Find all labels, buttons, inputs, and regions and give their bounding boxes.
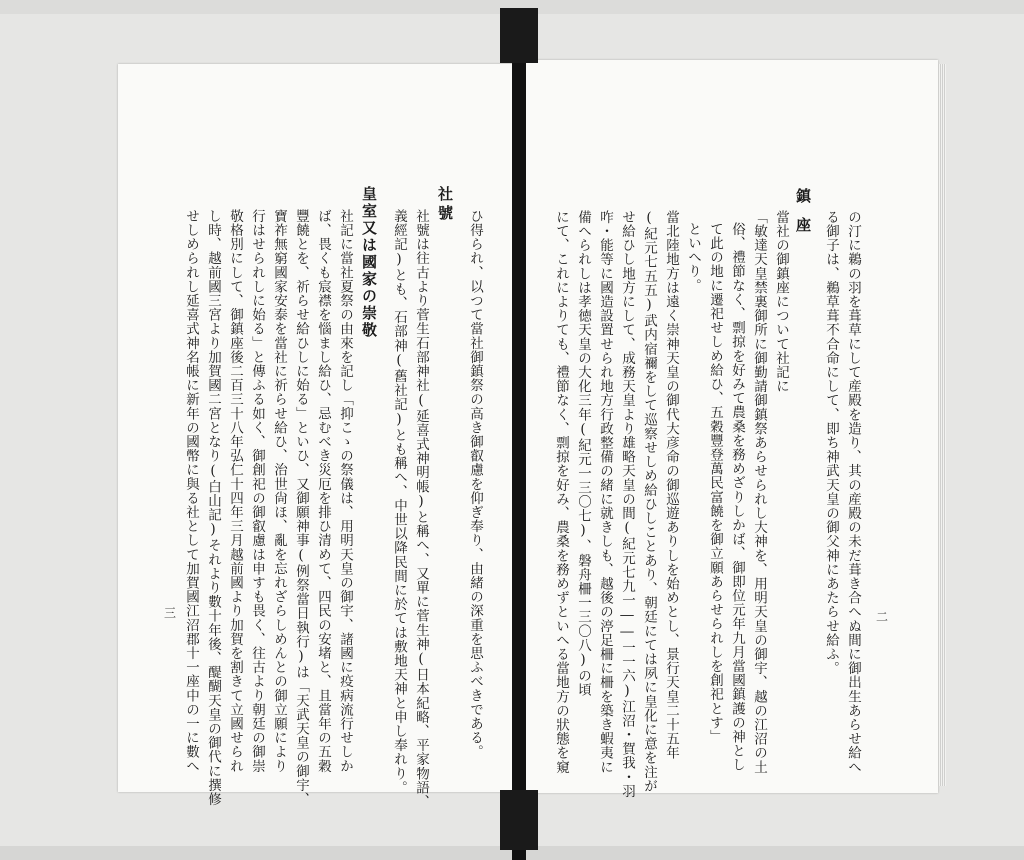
text-line: 行はせられしに始る」と傳ふる如く、御創祀の御叡慮は申すも畏く、往古より朝廷の御崇: [249, 209, 265, 773]
page-stack-edge: [938, 64, 946, 786]
text-line: 俗、禮節なく、剽掠を好みて農桑を務めざりしかば、御即位元年九月當國鎮護の神とし: [729, 222, 745, 772]
page-number: 三: [164, 606, 177, 620]
left-page: [118, 64, 516, 809]
book-spine: [512, 8, 526, 860]
text-line: 社記に當社夏祭の由來を記し「抑こゝの祭儀は、用明天皇の御宇、諸國に疫病流行せしか: [337, 209, 353, 773]
section-heading-imperial-reverence: 皇室又は國家の崇敬: [360, 186, 378, 339]
text-line: 義經記)とも、石部神(舊社記)とも稱へ、中世以降民間に於ては敷地天神と申し奉れり。: [391, 209, 407, 795]
text-line: ひ得られ、以つて當社御鎮祭の高き御叡慮を仰ぎ奉り、由緒の深重を思ふべきである。: [467, 209, 483, 759]
text-line: 「敏達天皇禁裏御所に御勤請御鎮祭あらせられし大神を、用明天皇の御宇、越の江沼の土: [751, 210, 767, 774]
text-line: にて、これによりても、禮節なく、剽掠を好み、農桑を務めずといへる當地方の狀態を窺: [553, 210, 569, 774]
text-line: 敬格別にして、御鎮座後二百三十八年弘仁十四年三月越前國より加賀を割きて立國せられ: [227, 209, 243, 773]
text-line: 當北陸地方は遠く崇神天皇の御代大彦命の御巡遊ありしを始めとし、景行天皇二十五年: [663, 210, 679, 760]
text-line: せ給ひし地方にして、成務天皇より雄略天皇の間(紀元七九一――一一六)江沼・賀我・羽: [619, 210, 635, 799]
text-line: し時、越前國三宮より加賀國二宮となり(白山記)それより數十年後、醍醐天皇の御代に撰修: [205, 209, 221, 807]
spine-shadow-top: [500, 8, 538, 63]
text-line: て此の地に遷祀せしめ給ひ、五穀豐登萬民富饒を御立願あらせられしを創祀とす」: [707, 222, 723, 744]
text-line: せしめられし延喜式神名帳に新年の國幣に與る社として加賀國江沼郡十一座中の一に數へ: [183, 209, 199, 773]
text-line: る御子は、鵜草葺不合命にして、即ち神武天皇の御父神にあたらせ給ふ。: [823, 210, 839, 676]
text-line: 社號は往古より菅生石部神社(延喜式神明帳)と稱へ、又單に菅生神(日本紀略、平家物語、: [413, 209, 429, 809]
text-line: の汀に鵜の羽を葺草にして産殿を造り、其の産殿の未だ葺き合へぬ間に御出生あらせ給へ: [845, 210, 861, 774]
text-line: 豐饒とを、祈らせ給ひしに始る」といひ、又御願神事(例祭當日執行)は「天武天皇の御宇、: [293, 209, 309, 807]
right-page: [524, 60, 938, 799]
text-line: といへり。: [685, 222, 701, 293]
section-heading-shago: 社號: [436, 186, 454, 224]
section-heading-chinza: 鎮座: [794, 188, 812, 246]
spine-shadow-bottom: [500, 790, 538, 850]
text-line: 備へられしは孝徳天皇の大化三年(紀元一三〇七)、磐舟柵一三〇八)の頃: [575, 210, 591, 697]
text-line: ば、畏くも宸襟を惱まし給ひ、忌むべき災厄を排ひ清めて、四民の安堵と、且當年の五穀: [315, 209, 331, 773]
page-number: 二: [876, 610, 889, 624]
text-line: 當社の御鎮座について社記に: [773, 210, 789, 394]
text-line: (紀元七五五)武内宿禰をして巡察せしめ給ひしことあり、朝廷にては夙に皇化に意を注が: [641, 210, 657, 794]
text-line: 寶祚無窮國家安泰を當社に祈らせ給ひ、治世尙ほ、亂を忘れざらしめんとの御立願により: [271, 209, 287, 773]
text-line: 咋・能等に國造設置せられ地方行政整備の緒に就きしも、越後の渟足柵に柵を築き蝦夷に: [597, 210, 613, 774]
